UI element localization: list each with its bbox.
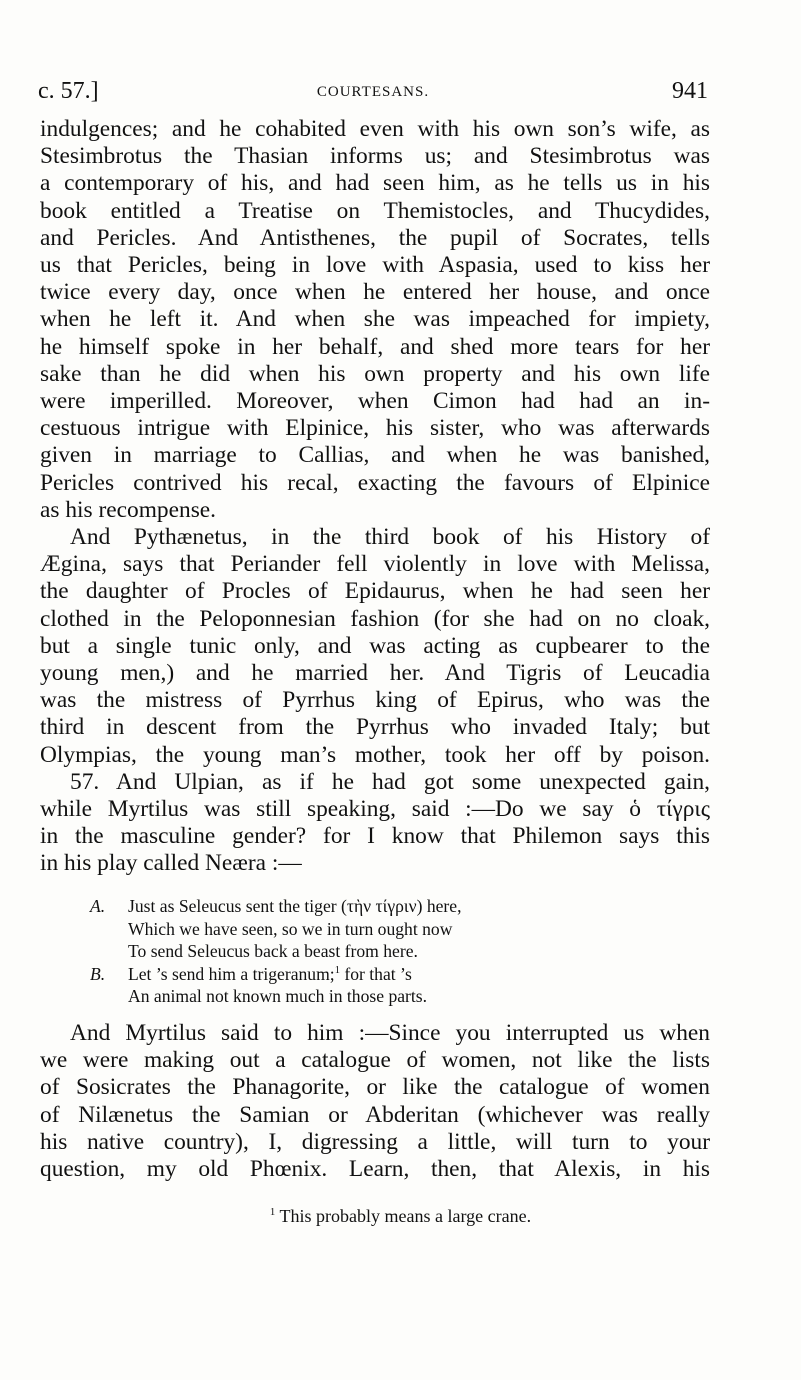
paragraph-start-line: And Myrtilus said to him :—Since you interrupted us when [70, 1020, 710, 1046]
text-line: when he left it. And when she was impeached for impiety, [40, 306, 710, 333]
running-head [38, 78, 708, 108]
text-line: a contemporary of his, and had seen him, as he tells us in his [40, 170, 710, 197]
verse-line: An animal not known much in those parts. [128, 986, 428, 1006]
verse-line: To send Seleucus back a beast from here. [128, 941, 418, 961]
footnote-marker: 1 [269, 1206, 276, 1218]
text-line: young men,) and he married her. And Tigris of Leucadia [40, 660, 710, 687]
text-line: he himself spoke in her behalf, and shed more tears for her [40, 333, 710, 360]
text-line: as his recompense. [40, 496, 217, 523]
text-line: question, my old Phœnix. Learn, then, that Alexis, in his [40, 1156, 710, 1183]
text-line: Pericles contrived his recal, exacting the favours of Elpinice [40, 469, 710, 496]
text-line: book entitled a Treatise on Themistocles, and Thucydides, [40, 197, 710, 224]
verse-line: B. Let ’s send him a trigeranum;$^1$ for that ’s [90, 963, 412, 984]
text-line: were imperilled. Moreover, when Cimon had had an in- [40, 388, 710, 415]
text-line: clothed in the Peloponnesian fashion (for she had on no cloak, [40, 605, 710, 632]
text-line: in the masculine gender? for I know that Philemon says this [40, 823, 710, 850]
text-line: sake than he did when his own property and his own life [40, 360, 710, 387]
text-line: we were making out a catalogue of women, not like the lists [40, 1047, 710, 1074]
text-line: was the mistress of Pyrrhus king of Epirus, who was the [40, 687, 710, 714]
text-line: and Pericles. And Antisthenes, the pupil of Socrates, tells [40, 224, 710, 251]
main-text [40, 116, 710, 878]
text-line: Ægina, says that Periander fell violently in love with Melissa, [40, 551, 710, 578]
text-line: third in descent from the Pyrrhus who invaded Italy; but [40, 714, 710, 741]
text-line: us that Pericles, being in love with Aspasia, used to kiss her [40, 252, 710, 279]
verse-quotation [90, 895, 590, 1008]
footnote [0, 1206, 801, 1227]
text-line: indulgences; and he cohabited even with his own son’s wife, as [40, 116, 710, 142]
verse-line: Which we have seen, so we in turn ought now [128, 918, 453, 939]
page-number: 941 [672, 78, 708, 104]
speaker-label: A. [90, 896, 106, 916]
running-title: COURTESANS. [316, 84, 430, 100]
text-line: given in marriage to Callias, and when he was banished, [40, 442, 710, 469]
text-line: the daughter of Procles of Epidaurus, when he had seen her [40, 578, 710, 605]
text-line: of Sosicrates the Phanagorite, or like the catalogue of women [40, 1074, 710, 1101]
text-line: in his play called Neæra :— [40, 850, 302, 877]
text-line: Stesimbrotus the Thasian informs us; and Stesimbrotus was [40, 143, 710, 170]
chapter-reference: c. 57.] [38, 78, 99, 104]
text-line: twice every day, once when he entered her house, and once [40, 279, 710, 306]
text-line: while Myrtilus was still speaking, said :—Do we say ὁ τίγρις [40, 796, 710, 823]
text-line: his native country), I, digressing a little, will turn to your [40, 1128, 710, 1155]
text-line: of Nilænetus the Samian or Abderitan (whichever was really [40, 1101, 710, 1128]
text-line: cestuous intrigue with Elpinice, his sister, who was afterwards [40, 415, 710, 442]
section-57-start-line: 57. And Ulpian, as if he had got some unexpected gain, [70, 768, 710, 795]
paragraph-start-line: And Pythænetus, in the third book of his History of [70, 524, 710, 551]
footnote-reference: 1 [334, 964, 340, 976]
verse-line: A. Just as Seleucus sent the tiger (τὴν τίγριν) here, [90, 896, 462, 916]
text-line: but a single tunic only, and was acting as cupbearer to the [40, 632, 710, 659]
speaker-label: B. [90, 963, 106, 984]
footnote-text: This probably means a large crane. [275, 1206, 532, 1226]
text-line: Olympias, the young man’s mother, took her off by poison. [40, 741, 710, 768]
main-text-continued [40, 1020, 710, 1183]
